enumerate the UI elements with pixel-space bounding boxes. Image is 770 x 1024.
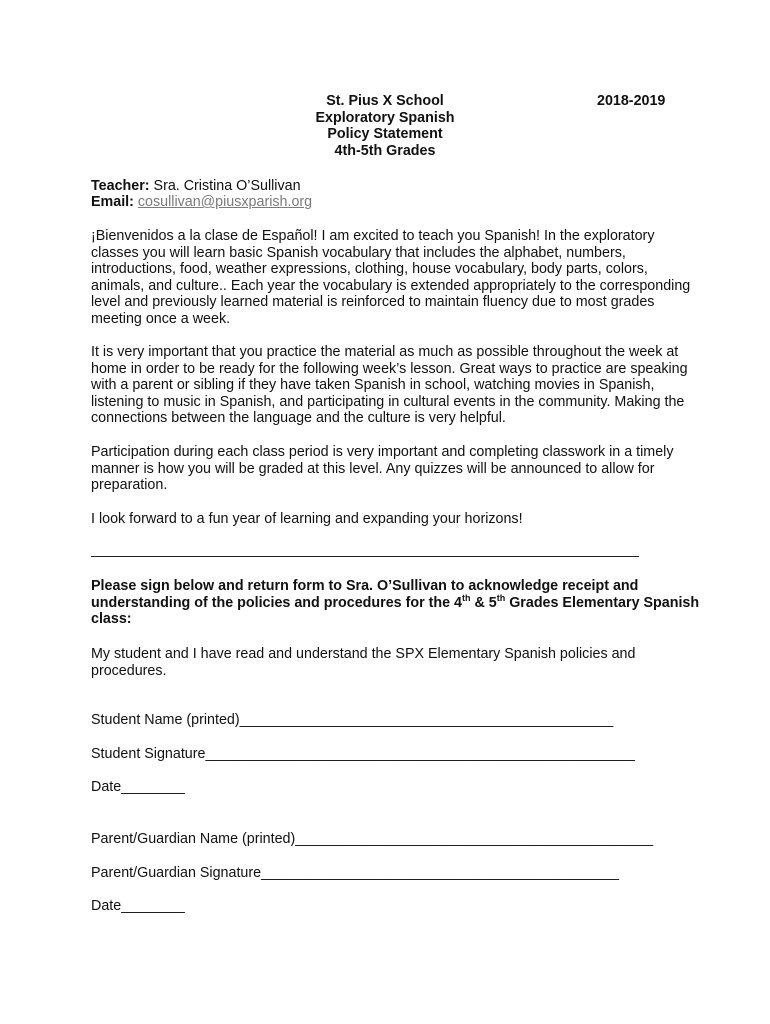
superscript: th	[461, 592, 471, 603]
school-name: St. Pius X School	[326, 93, 444, 109]
acknowledgment-statement	[91, 646, 681, 679]
text-line: class:	[91, 611, 132, 628]
text-line: listening to music in Spanish, and participating in cultural events in the community. Making the	[91, 393, 685, 410]
student-name-field[interactable]: Student Name (printed)_______________________________________________	[91, 712, 614, 728]
parent-signature-field[interactable]: Parent/Guardian Signature_____________________________________________	[91, 865, 619, 881]
text-line: animals, and culture.. Each year the vocabulary is extended appropriately to the corresponding	[91, 277, 691, 294]
text-line	[91, 592, 700, 612]
paragraph-participation	[91, 444, 681, 494]
text-line: level and previously learned material is reinforced to maintain fluency due to most grades	[91, 294, 655, 311]
course-name: Exploratory Spanish	[315, 109, 455, 126]
email-label: Email:	[91, 194, 134, 210]
student-signature-field[interactable]: Student Signature______________________________________________________	[91, 746, 635, 762]
text-line: classes you will learn basic Spanish vocabulary that includes the alphabet, numbers,	[91, 244, 626, 261]
text-line: My student and I have read and understand the SPX Elementary Spanish policies and	[91, 646, 636, 662]
text-line: introductions, food, weather expressions, clothing, house vocabulary, body parts, colors,	[91, 261, 648, 278]
text-line: with a parent or sibling if they have taken Spanish in school, watching movies in Spanish,	[91, 377, 655, 394]
paragraph-practice	[91, 344, 688, 427]
text-fragment: Grades Elementary Spanish	[505, 594, 700, 611]
email-line	[91, 194, 312, 211]
text-line: procedures.	[91, 662, 167, 679]
text-line: connections between the language and the culture is very helpful.	[91, 410, 506, 427]
text-line: Please sign below and return form to Sra. O’Sullivan to acknowledge receipt and	[91, 578, 639, 594]
text-line: home in order to be ready for the following week’s lesson. Great ways to practice are speaking	[91, 360, 688, 377]
parent-name-field[interactable]: Parent/Guardian Name (printed)_____________________________________________	[91, 831, 654, 847]
grade-levels: 4th-5th Grades	[334, 142, 436, 159]
text-line: preparation.	[91, 477, 168, 494]
email-link[interactable]: cosullivan@piusxparish.org	[137, 194, 313, 210]
text-line: manner is how you will be graded at this level. Any quizzes will be announced to allow for	[91, 460, 655, 477]
text-line: meeting once a week.	[91, 310, 231, 327]
superscript: th	[496, 592, 506, 603]
text-fragment: understanding of the policies and procedures for the 4	[91, 594, 462, 611]
text-line: ¡Bienvenidos a la clase de Español! I am excited to teach you Spanish! In the exploratory	[91, 228, 655, 244]
student-date-field[interactable]: Date________	[91, 779, 185, 795]
teacher-label: Teacher:	[91, 178, 150, 194]
text-fragment: & 5	[470, 594, 497, 611]
paragraph-welcome	[91, 228, 691, 328]
teacher-name: Sra. Cristina O’Sullivan	[153, 178, 301, 194]
paragraph-closing: I look forward to a fun year of learning and expanding your horizons!	[91, 511, 523, 527]
acknowledgment-instructions	[91, 578, 700, 628]
school-year: 2018-2019	[597, 93, 666, 109]
text-line: It is very important that you practice the material as much as possible throughout the week at	[91, 344, 679, 360]
document-title: Policy Statement	[327, 126, 443, 143]
document-header	[300, 93, 470, 159]
text-line: Participation during each class period is very important and completing classwork in a timely	[91, 444, 674, 460]
teacher-line	[91, 178, 301, 195]
section-divider	[91, 556, 639, 557]
parent-date-field[interactable]: Date________	[91, 898, 185, 914]
